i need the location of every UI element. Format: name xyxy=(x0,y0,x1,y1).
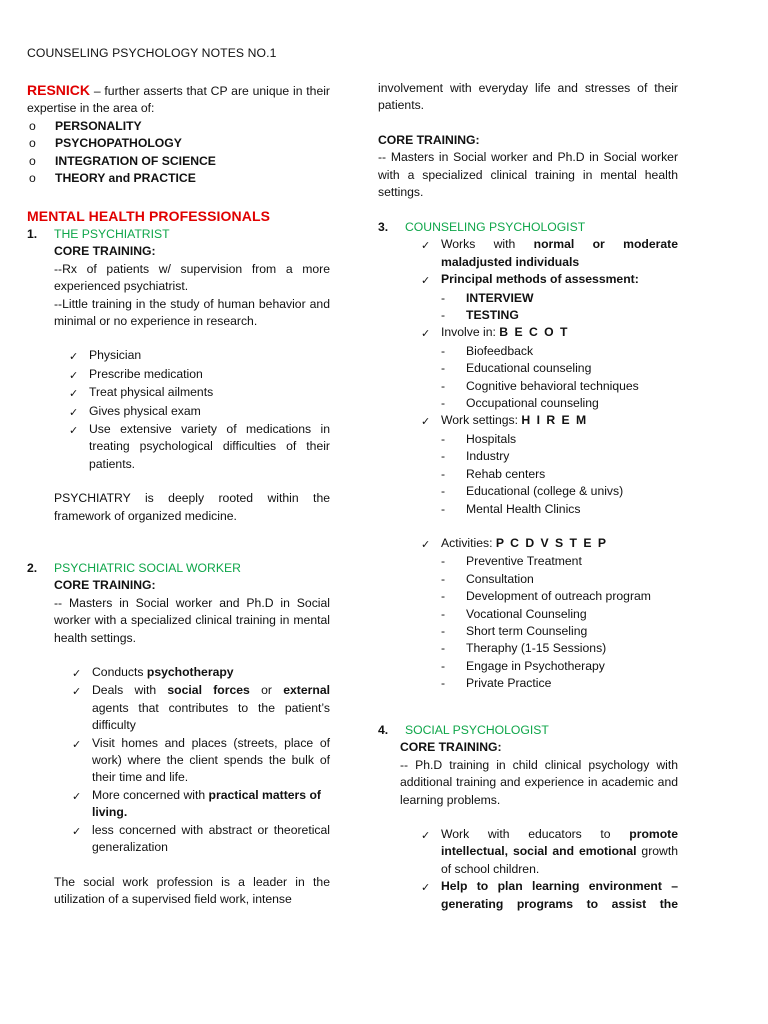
check-icon: ✓ xyxy=(69,424,79,438)
resnick-paragraph xyxy=(27,82,330,118)
list-item: ✓ Use extensive variety of medications in treating psychological difficulties of their patients. xyxy=(69,421,330,473)
core-training-text: -- Masters in Social worker and Ph.D in Social worker with a specialized clinical training in mental health settings. xyxy=(378,150,678,200)
list-item: - Rehab centers xyxy=(441,466,678,483)
list-item: ✓ Treat physical ailments xyxy=(69,384,330,402)
list-item: o THEORY and PRACTICE xyxy=(27,170,330,187)
core-training-label: CORE TRAINING: xyxy=(400,740,502,755)
section-body xyxy=(378,739,678,913)
resnick-name: RESNICK xyxy=(27,82,91,98)
check-icon: ✓ xyxy=(421,415,431,429)
list-item: - TESTING xyxy=(441,307,678,324)
section-body xyxy=(27,577,330,908)
checklist xyxy=(378,236,678,692)
dash-icon: - xyxy=(441,589,446,604)
dash-icon: - xyxy=(441,554,446,569)
dash-icon: - xyxy=(441,449,446,464)
dash-icon: - xyxy=(441,676,446,691)
check-icon: ✓ xyxy=(421,327,431,341)
psw-continued xyxy=(378,80,678,201)
check-icon: ✓ xyxy=(72,824,82,838)
check-icon: ✓ xyxy=(72,737,82,751)
dash-icon: - xyxy=(441,484,446,499)
section-title: 1. THE PSYCHIATRIST xyxy=(27,227,170,241)
check-icon: ✓ xyxy=(72,667,82,681)
bullet-o-icon: o xyxy=(29,118,36,133)
dash-icon: - xyxy=(441,378,446,393)
core-training-text: -- Masters in Social worker and Ph.D in Social worker with a specialized clinical training in mental health settings. xyxy=(54,595,330,645)
sub-list xyxy=(421,290,678,325)
resnick-text: – further asserts that CP are unique in their expertise in the area of: xyxy=(27,84,330,116)
list-item: o PSYCHOPATHOLOGY xyxy=(27,135,330,152)
list-item: - Occupational counseling xyxy=(441,395,678,412)
check-icon: ✓ xyxy=(69,387,79,401)
list-item: - Short term Counseling xyxy=(441,623,678,640)
list-item: - Educational (college & univs) xyxy=(441,483,678,500)
sub-list xyxy=(421,431,678,518)
list-item: ✓ Visit homes and places (streets, place of work) where the client spends the bulk of their time and life. xyxy=(72,735,330,787)
list-item: - Consultation xyxy=(441,571,678,588)
list-item: - Industry xyxy=(441,448,678,465)
check-icon: ✓ xyxy=(421,881,431,895)
list-item: - Private Practice xyxy=(441,675,678,692)
dash-icon: - xyxy=(441,606,446,621)
list-item: - Biofeedback xyxy=(441,343,678,360)
resnick-block xyxy=(27,82,330,187)
list-item: - Preventive Treatment xyxy=(441,553,678,570)
core-training-text: -- Ph.D training in child clinical psychology with additional training and experience in academic and learning problems. xyxy=(400,757,678,807)
check-icon: ✓ xyxy=(421,274,431,288)
list-item: ✓ Gives physical exam xyxy=(69,403,330,421)
core-training-label: CORE TRAINING: xyxy=(54,244,156,259)
dash-icon: - xyxy=(441,466,446,481)
resnick-list xyxy=(27,118,330,188)
dash-icon: - xyxy=(441,396,446,411)
list-item: o INTEGRATION OF SCIENCE xyxy=(27,153,330,170)
section-title: 3. COUNSELING PSYCHOLOGIST xyxy=(378,220,586,234)
sub-list xyxy=(421,343,678,413)
list-item: ✓ Physician xyxy=(69,347,330,365)
bullet-o-icon: o xyxy=(29,136,36,151)
core-training-text: --Rx of patients w/ supervision from a more experienced psychiatrist. xyxy=(54,261,330,294)
section-title: 4. SOCIAL PSYCHOLOGIST xyxy=(378,723,549,737)
list-item: - Vocational Counseling xyxy=(441,606,678,623)
list-item: - Theraphy (1-15 Sessions) xyxy=(441,640,678,657)
dash-icon: - xyxy=(441,431,446,446)
check-icon: ✓ xyxy=(69,405,79,419)
dash-icon: - xyxy=(441,308,446,323)
check-icon: ✓ xyxy=(69,350,79,364)
list-item: ✓ Work settings: H I R E M xyxy=(421,412,678,430)
psychiatrist-section xyxy=(27,226,330,525)
list-item: ✓ Principal methods of assessment: xyxy=(421,271,678,289)
dash-icon: - xyxy=(441,623,446,638)
dash-icon: - xyxy=(441,361,446,376)
list-item: ✓ Prescribe medication xyxy=(69,366,330,384)
check-icon: ✓ xyxy=(421,829,431,843)
dash-icon: - xyxy=(441,290,446,305)
dash-icon: - xyxy=(441,658,446,673)
bullet-o-icon: o xyxy=(29,171,36,186)
psw-section xyxy=(27,560,330,908)
core-training-text: --Little training in the study of human behavior and minimal or no experience in research. xyxy=(54,296,330,329)
check-icon: ✓ xyxy=(421,537,431,551)
closing-paragraph: PSYCHIATRY is deeply rooted within the framework of organized medicine. xyxy=(54,491,330,523)
section-heading: MENTAL HEALTH PROFESSIONALS xyxy=(27,208,271,224)
list-item: - Development of outreach program xyxy=(441,588,678,605)
core-training-label: CORE TRAINING: xyxy=(378,132,480,147)
counseling-section xyxy=(378,219,678,693)
dash-icon: - xyxy=(441,641,446,656)
checklist xyxy=(54,664,330,856)
check-icon: ✓ xyxy=(69,368,79,382)
list-item: ✓ Help to plan learning environment – generating programs to assist the xyxy=(421,878,678,913)
list-item: - Hospitals xyxy=(441,431,678,448)
sub-list xyxy=(421,553,678,692)
dash-icon: - xyxy=(441,501,446,516)
list-item: - INTERVIEW xyxy=(441,290,678,307)
list-item: ✓ Work with educators to promote intellectual, social and emotional growth of school children. xyxy=(421,826,678,878)
list-item: ✓ Works with normal or moderate maladjusted individuals xyxy=(421,236,678,271)
list-item: ✓ Activities: P C D V S T E P xyxy=(421,535,678,553)
list-item: ✓ Conducts psychotherapy xyxy=(72,664,330,682)
closing-paragraph: The social work profession is a leader in the utilization of a supervised field work, intense xyxy=(54,874,330,906)
document-title: COUNSELING PSYCHOLOGY NOTES NO.1 xyxy=(27,46,277,60)
list-item: ✓ Deals with social forces or external agents that contributes to the patient’s difficulty xyxy=(72,682,330,734)
check-icon: ✓ xyxy=(72,789,82,803)
dash-icon: - xyxy=(441,571,446,586)
check-icon: ✓ xyxy=(72,685,82,699)
closing-paragraph-continued: involvement with everyday life and stresses of their patients. xyxy=(378,81,678,113)
list-item: o PERSONALITY xyxy=(27,118,330,135)
list-item: - Educational counseling xyxy=(441,360,678,377)
social-section xyxy=(378,722,678,913)
section-title: 2. PSYCHIATRIC SOCIAL WORKER xyxy=(27,561,241,575)
section-body xyxy=(27,243,330,525)
check-icon: ✓ xyxy=(421,239,431,253)
list-item: ✓ less concerned with abstract or theoretical generalization xyxy=(72,822,330,857)
list-item: ✓ Involve in: B E C O T xyxy=(421,324,678,342)
list-item: - Cognitive behavioral techniques xyxy=(441,378,678,395)
bullet-o-icon: o xyxy=(29,153,36,168)
dash-icon: - xyxy=(441,343,446,358)
list-item: - Mental Health Clinics xyxy=(441,501,678,518)
checklist xyxy=(54,347,330,473)
list-item: - Engage in Psychotherapy xyxy=(441,658,678,675)
checklist xyxy=(400,826,678,913)
list-item: ✓ More concerned with practical matters of living. xyxy=(72,787,330,822)
core-training-label: CORE TRAINING: xyxy=(54,578,156,593)
